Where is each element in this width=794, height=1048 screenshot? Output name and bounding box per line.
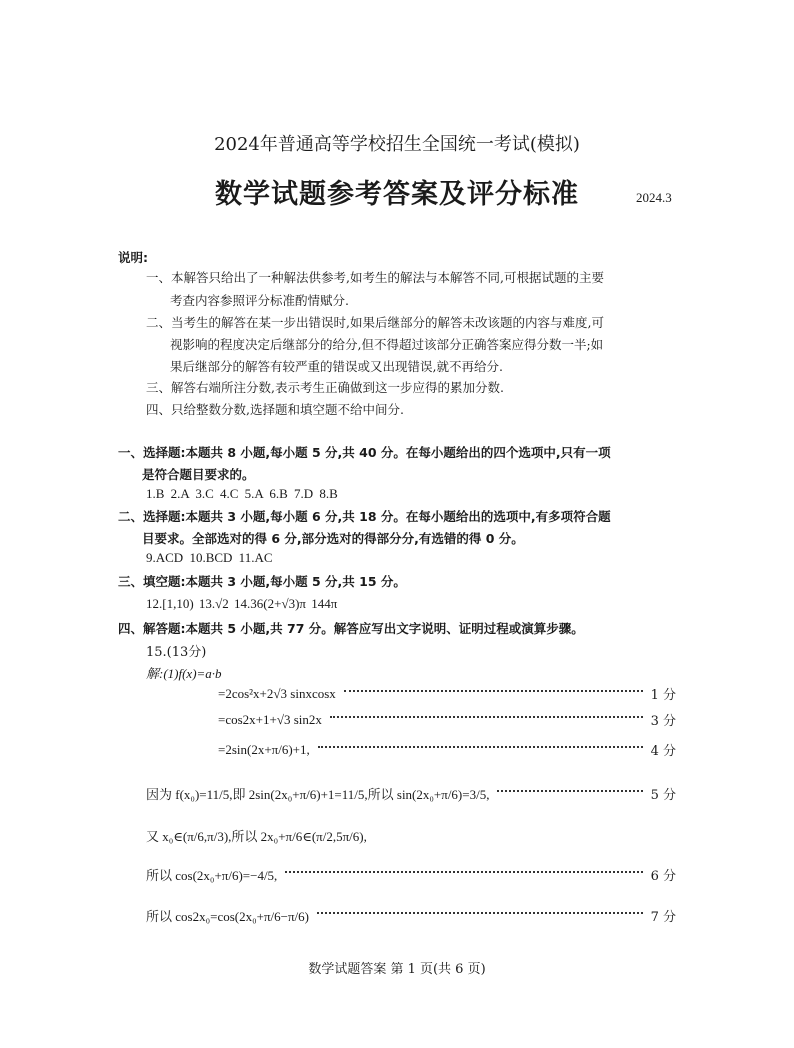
leader-dots [318,746,643,748]
q15-line-4: =2sin(2x+π/6)+1, [218,741,310,757]
section-4-heading: 四、解答题:本题共 5 小题,共 77 分。解答应写出文字说明、证明过程或演算步骤。 [118,621,584,636]
section-3-heading: 三、填空题:本题共 3 小题,每小题 5 分,共 15 分。 [118,574,406,589]
note-2c: 果后继部分的解答有较严重的错误或又出现错误,就不再给分. [170,359,503,374]
q15-line-3: =cos2x+1+√3 sin2x [218,711,322,727]
q15-heading: 15.(13分) [146,645,207,660]
q15-line-1: 解:(1)f(x)=a·b [146,666,222,681]
leader-dots [344,690,643,692]
note-2b: 视影响的程度决定后继部分的给分,但不得超过该部分正确答案应得分数一半;如 [170,337,604,352]
score-5: 6 分 [650,869,676,884]
note-4: 四、只给整数分数,选择题和填空题不给中间分. [146,402,404,417]
score-1: 1 分 [650,688,676,703]
q15-line-7: 所以 cos(2x₀+π/6)=−4/5, [146,868,278,883]
section-2-heading: 二、选择题:本题共 3 小题,每小题 6 分,共 18 分。在每小题给出的选项中,有多项符合题 [118,509,611,524]
q15-line-5: 因为 f(x₀)=11/5,即 2sin(2x₀+π/6)+1=11/5,所以 sin(2x₀+π/6)=3/5, [146,787,490,802]
leader-dots [317,912,643,914]
score-6: 7 分 [650,910,676,925]
section-1-answers: 1.B 2.A 3.C 4.C 5.A 6.B 7.D 8.B [146,486,338,501]
note-1b: 考查内容参照评分标准酌情赋分. [170,293,349,308]
section-1-heading-cont: 是符合题目要求的。 [142,467,255,482]
q15-line-8: 所以 cos2x₀=cos(2x₀+π/6−π/6) [146,909,309,924]
score-4: 5 分 [650,788,676,803]
leader-dots [330,716,643,718]
q15-step-3 [218,710,676,729]
section-1-heading: 一、选择题:本题共 8 小题,每小题 5 分,共 40 分。在每小题给出的四个选项中,只有一项 [118,445,611,460]
note-1a: 一、本解答只给出了一种解法供参考,如考生的解法与本解答不同,可根据试题的主要 [146,270,604,285]
q15-step-2 [218,684,676,703]
date-label: 2024.3 [636,190,672,205]
page-footer: 数学试题答案 第 1 页(共 6 页) [308,962,486,977]
section-2-answers: 9.ACD 10.BCD 11.AC [146,550,273,565]
q15-step-7 [146,865,676,884]
score-3: 4 分 [650,744,676,759]
score-2: 3 分 [650,714,676,729]
leader-dots [497,790,642,792]
q15-step-4 [218,740,676,759]
notes-label: 说明: [118,250,148,265]
section-2-heading-cont: 目要求。全部选对的得 6 分,部分选对的得部分分,有选错的得 0 分。 [142,531,524,546]
q15-step-5 [146,784,676,803]
exam-title: 2024年普通高等学校招生全国统一考试(模拟) [214,134,580,155]
note-3: 三、解答右端所注分数,表示考生正确做到这一步应得的累加分数. [146,380,504,395]
note-2a: 二、当考生的解答在某一步出错误时,如果后继部分的解答未改该题的内容与难度,可 [146,315,604,330]
q15-line-6: 又 x₀∈(π/6,π/3),所以 2x₀+π/6∈(π/2,5π/6), [146,829,367,844]
leader-dots [285,871,642,873]
q15-step-8 [146,906,676,925]
q15-line-2: =2cos²x+2√3 sinxcosx [218,685,336,701]
page-title: 数学试题参考答案及评分标准 [215,179,579,210]
section-3-answers: 12.[1,10) 13.√2 14.36(2+√3)π 144π [146,596,338,611]
